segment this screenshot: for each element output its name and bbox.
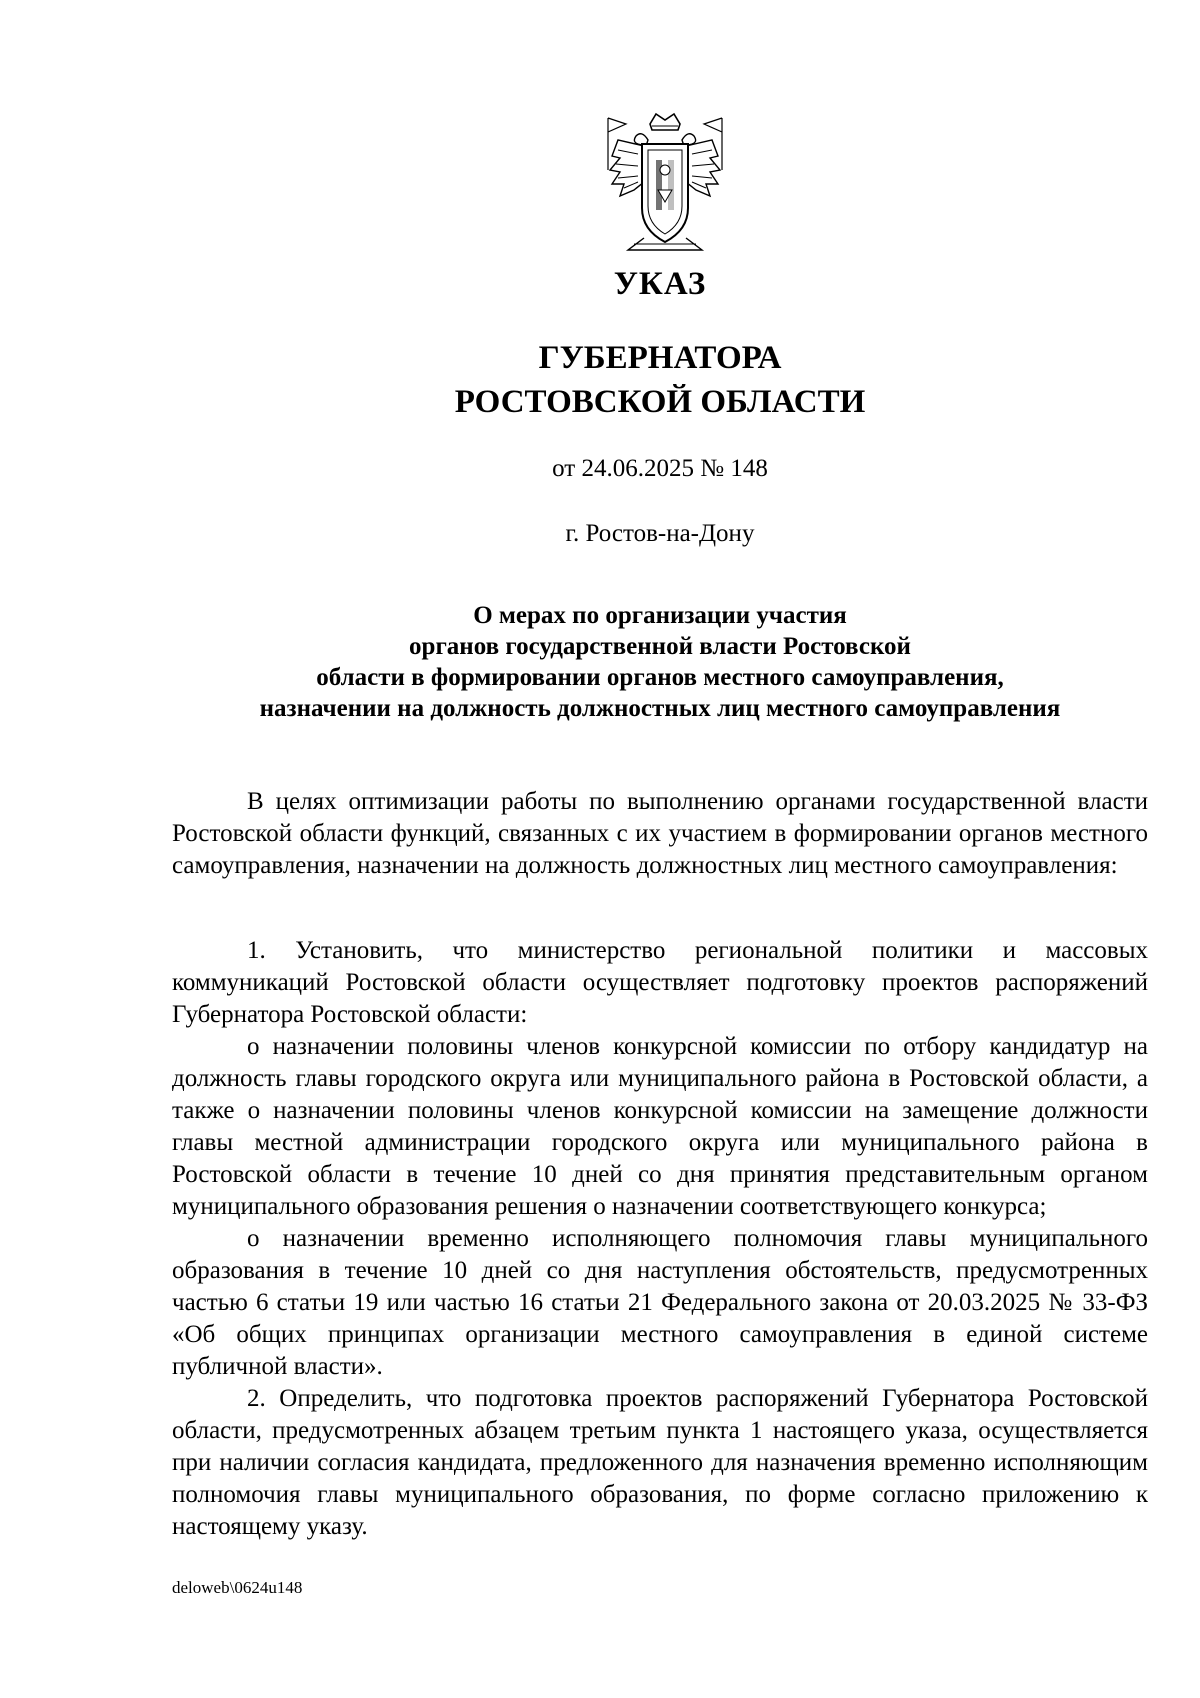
heading-line-1: О мерах по организации участия (473, 602, 847, 629)
point-2: 2. Определить, что подготовка проектов распоряжений Губернатора Ростовской области, предусмотренных абзацем третьим пункта 1 настоящего указа, осуществляется при наличии согласия кандидата, предложенного для назначения временно исполняющим полномочия главы муниципального образования, по форме согласно приложению к настоящему указу. (172, 1385, 1148, 1540)
issuer-line-2: РОСТОВСКОЙ ОБЛАСТИ (454, 384, 866, 420)
point-1-subitem-2: о назначении временно исполняющего полномочия главы муниципального образования в течение 10 дней со дня наступления обстоятельств, предусмотренных частью 6 статьи 19 или частью 16 статьи 21 Федерального закона от 20.03.2025 № 33-ФЗ «Об общих принципах организации местного самоуправления в единой системе публичной власти». (172, 1225, 1148, 1380)
heading-line-3: области в формировании органов местного самоуправления, (316, 664, 1004, 691)
decree-points (172, 935, 1148, 1543)
heading-line-4: назначении на должность должностных лиц местного самоуправления (259, 695, 1061, 722)
heading-line-2: органов государственной власти Ростовской (409, 633, 911, 660)
preamble-paragraph: В целях оптимизации работы по выполнению органами государственной власти Ростовской области функций, связанных с их участием в формировании органов местного самоуправления, назначении на должность должностных лиц местного самоуправления: (172, 788, 1148, 879)
document-heading (0, 600, 1200, 724)
city: г. Ростов-на-Дону (565, 520, 755, 547)
point-1-subitem-1: о назначении половины членов конкурсной комиссии по отбору кандидатур на должность главы городского округа или муниципального района в Ростовской области, а также о назначении половины членов конкурсной комиссии на замещение должности главы местной администрации городского округа или муниципального района в Ростовской области в течение 10 дней со дня принятия представительным органом муниципального образования решения о назначении соответствующего конкурса; (172, 1033, 1148, 1220)
point-1: 1. Установить, что министерство региональной политики и массовых коммуникаций Ростовской области осуществляет подготовку проектов распоряжений Губернатора Ростовской области: (172, 937, 1148, 1028)
issuer-title (0, 336, 1200, 424)
date-and-number: от 24.06.2025 № 148 (552, 455, 768, 482)
coat-of-arms-icon (598, 110, 732, 254)
issuer-line-1: ГУБЕРНАТОРА (538, 340, 782, 376)
document-type: УКАЗ (613, 266, 707, 302)
preamble (172, 786, 1148, 882)
document-code: deloweb\0624u148 (172, 1578, 303, 1597)
